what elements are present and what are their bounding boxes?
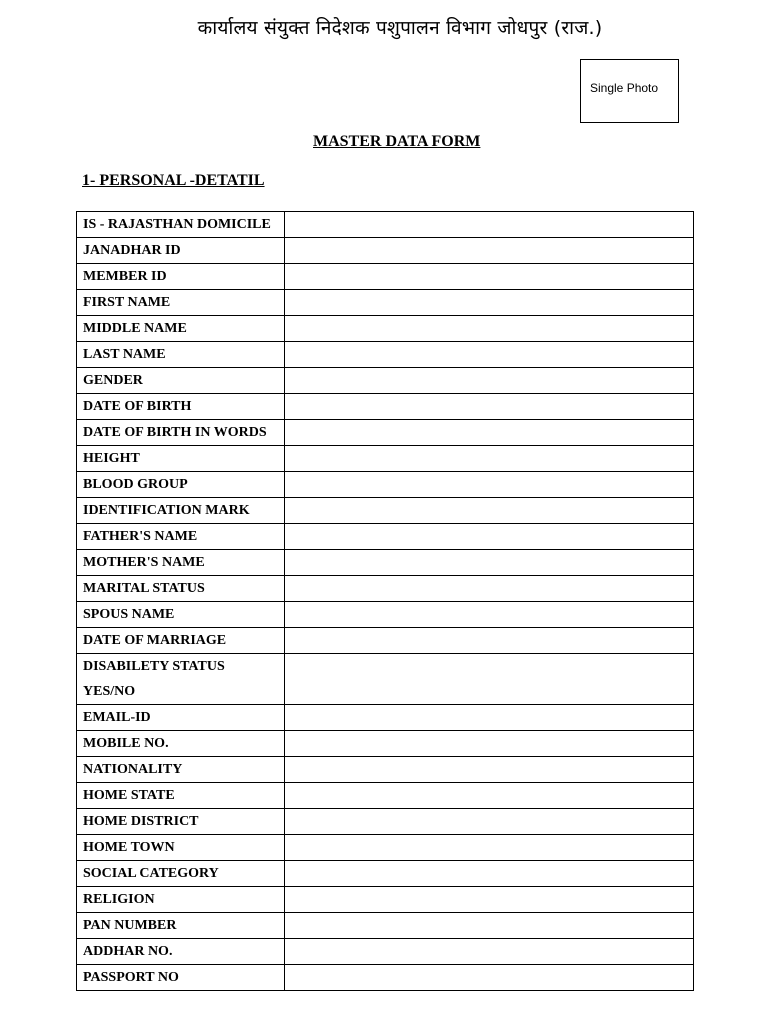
field-label-cell [77,731,285,757]
field-label-cell [77,238,285,264]
field-label: GENDER [83,373,143,388]
field-value-cell[interactable] [285,602,694,628]
field-label-cell [77,705,285,731]
field-value-cell[interactable] [285,965,694,991]
field-label-cell [77,316,285,342]
table-row [77,602,694,628]
field-value-cell[interactable] [285,368,694,394]
field-label-cell [77,602,285,628]
field-label: FATHER'S NAME [83,529,198,544]
field-value-cell[interactable] [285,524,694,550]
field-label-cell [77,472,285,498]
field-label-cell [77,809,285,835]
field-label-cell [77,498,285,524]
table-row [77,939,694,965]
table-row [77,238,694,264]
field-label: DATE OF BIRTH [83,399,192,414]
field-label: HEIGHT [83,451,140,466]
table-row [77,316,694,342]
field-value-cell[interactable] [285,212,694,238]
form-title: MASTER DATA FORM [313,133,481,150]
table-row [77,861,694,887]
table-row [77,472,694,498]
field-label-cell [77,290,285,316]
table-row [77,342,694,368]
field-label: PASSPORT NO [83,970,179,985]
field-value-cell[interactable] [285,757,694,783]
field-value-cell[interactable] [285,731,694,757]
field-label: HOME TOWN [83,840,175,855]
field-label-cell [77,861,285,887]
field-label: SPOUS NAME [83,607,175,622]
field-label-cell [77,550,285,576]
field-label: BLOOD GROUP [83,477,188,492]
field-label-cell [77,342,285,368]
field-value-cell[interactable] [285,809,694,835]
field-label: HOME DISTRICT [83,814,199,829]
field-value-cell[interactable] [285,446,694,472]
photo-box-label: Single Photo [590,81,659,95]
field-value-cell[interactable] [285,394,694,420]
table-row [77,809,694,835]
table-row [77,628,694,654]
field-label: ADDHAR NO. [83,944,173,959]
field-value-cell[interactable] [285,887,694,913]
table-row [77,965,694,991]
table-row [77,757,694,783]
field-value-cell[interactable] [285,835,694,861]
field-label: FIRST NAME [83,295,171,310]
field-label: IS - RAJASTHAN DOMICILE [83,217,271,232]
field-value-cell[interactable] [285,316,694,342]
office-title: कार्यालय संयुक्त निदेशक पशुपालन विभाग जोधपुर (राज.) [197,17,603,39]
field-label-cell [77,654,285,705]
table-row [77,394,694,420]
table-row [77,705,694,731]
field-value-cell[interactable] [285,861,694,887]
table-row [77,576,694,602]
field-label: MARITAL STATUS [83,581,205,596]
field-label: DISABILETY STATUS [83,659,225,674]
field-label: IDENTIFICATION MARK [83,503,250,518]
table-row [77,264,694,290]
personal-details-table [76,211,694,991]
field-label-cell [77,939,285,965]
field-label-cell [77,394,285,420]
table-row [77,654,694,705]
field-label-cell [77,887,285,913]
table-row [77,290,694,316]
personal-details-body [77,212,694,991]
field-value-cell[interactable] [285,342,694,368]
field-value-cell[interactable] [285,783,694,809]
field-label: HOME STATE [83,788,175,803]
field-label-cell [77,965,285,991]
field-label-cell [77,264,285,290]
field-value-cell[interactable] [285,498,694,524]
field-value-cell[interactable] [285,264,694,290]
field-label: DATE OF BIRTH IN WORDS [83,425,267,440]
section-title: 1- PERSONAL -DETATIL [82,172,265,189]
field-label: MOTHER'S NAME [83,555,205,570]
field-label-cell [77,212,285,238]
table-row [77,835,694,861]
field-label-cell [77,913,285,939]
field-label: NATIONALITY [83,762,183,777]
table-row [77,446,694,472]
table-row [77,212,694,238]
field-value-cell[interactable] [285,628,694,654]
table-row [77,368,694,394]
field-value-cell[interactable] [285,238,694,264]
table-row [77,498,694,524]
field-label-cell [77,368,285,394]
field-label: JANADHAR ID [83,243,181,258]
field-label-cell [77,628,285,654]
field-value-cell[interactable] [285,576,694,602]
field-label: RELIGION [83,892,155,907]
field-value-cell[interactable] [285,550,694,576]
field-value-cell[interactable] [285,472,694,498]
field-label: EMAIL-ID [83,710,151,725]
field-label-cell [77,835,285,861]
table-row [77,524,694,550]
field-value-cell[interactable] [285,290,694,316]
field-label: DATE OF MARRIAGE [83,633,227,648]
field-label-cell [77,420,285,446]
field-label-cell [77,446,285,472]
table-row [77,550,694,576]
table-row [77,913,694,939]
field-label-cell [77,524,285,550]
field-label: SOCIAL CATEGORY [83,866,219,881]
field-value-cell[interactable] [285,705,694,731]
field-label-cell [77,757,285,783]
table-row [77,783,694,809]
field-label: LAST NAME [83,347,166,362]
field-label: MEMBER ID [83,269,167,284]
field-label-line2: YES/NO [83,684,136,699]
field-value-cell[interactable] [285,420,694,446]
field-label: MOBILE NO. [83,736,169,751]
field-label: PAN NUMBER [83,918,177,933]
field-label-cell [77,783,285,809]
photo-box [580,59,679,123]
field-label: MIDDLE NAME [83,321,187,336]
field-value-cell[interactable] [285,939,694,965]
table-row [77,887,694,913]
table-row [77,420,694,446]
field-label-cell [77,576,285,602]
field-value-cell[interactable] [285,913,694,939]
field-value-cell[interactable] [285,654,694,705]
table-row [77,731,694,757]
